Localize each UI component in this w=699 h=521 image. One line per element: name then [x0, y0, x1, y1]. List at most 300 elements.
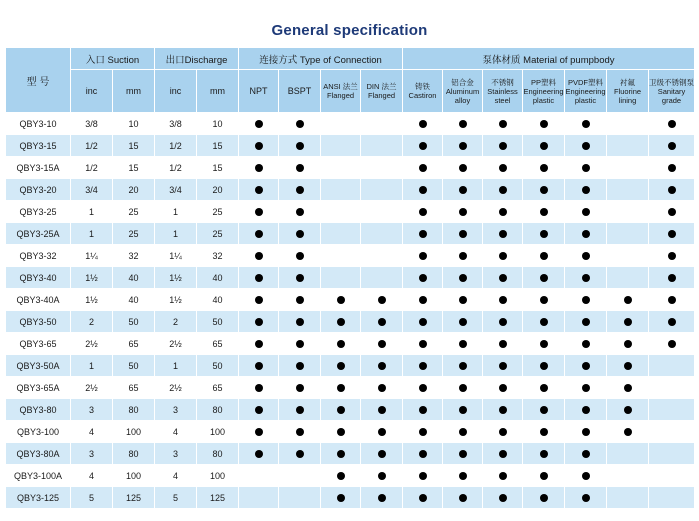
- availability-dot-icon: [255, 384, 263, 392]
- cell-discharge-inc: 5: [155, 487, 197, 509]
- cell-suction-mm: 20: [113, 179, 155, 201]
- availability-dot-icon: [296, 142, 304, 150]
- cell-discharge-inc: 3: [155, 399, 197, 421]
- availability-dot-icon: [459, 472, 467, 480]
- cell-pvdf: [565, 399, 607, 421]
- availability-dot-icon: [582, 208, 590, 216]
- availability-dot-icon: [419, 450, 427, 458]
- cell-pp: [523, 311, 565, 333]
- cell-pp: [523, 245, 565, 267]
- cell-discharge-mm: 15: [197, 157, 239, 179]
- cell-sanitary: [649, 223, 695, 245]
- table-row: [6, 267, 695, 289]
- availability-dot-icon: [624, 406, 632, 414]
- cell-model: QBY3-10: [6, 113, 71, 135]
- availability-dot-icon: [540, 406, 548, 414]
- cell-pp: [523, 201, 565, 223]
- availability-dot-icon: [337, 362, 345, 370]
- cell-model: QBY3-100A: [6, 465, 71, 487]
- cell-sanitary: [649, 377, 695, 399]
- table-row: [6, 399, 695, 421]
- availability-dot-icon: [337, 318, 345, 326]
- table-row: [6, 113, 695, 135]
- cell-stainless: [483, 399, 523, 421]
- cell-suction-inc: 2½: [71, 377, 113, 399]
- availability-dot-icon: [296, 186, 304, 194]
- cell-bspt: [279, 443, 321, 465]
- cell-suction-inc: 1/2: [71, 157, 113, 179]
- cell-model: QBY3-15A: [6, 157, 71, 179]
- availability-dot-icon: [582, 472, 590, 480]
- cell-castiron: [403, 421, 443, 443]
- cell-npt: [239, 245, 279, 267]
- cell-suction-mm: 25: [113, 201, 155, 223]
- availability-dot-icon: [668, 296, 676, 304]
- cell-suction-inc: 2½: [71, 333, 113, 355]
- cell-ansi: [321, 465, 361, 487]
- cell-din: [361, 267, 403, 289]
- cell-discharge-mm: 15: [197, 135, 239, 157]
- cell-ansi: [321, 157, 361, 179]
- cell-discharge-mm: 65: [197, 333, 239, 355]
- cell-pvdf: [565, 443, 607, 465]
- availability-dot-icon: [582, 318, 590, 326]
- cell-suction-inc: 4: [71, 465, 113, 487]
- cell-din: [361, 487, 403, 509]
- cell-din: [361, 465, 403, 487]
- col-header-suction: 入口 Suction: [71, 48, 155, 70]
- availability-dot-icon: [419, 340, 427, 348]
- col-header-bspt: BSPT: [279, 70, 321, 113]
- cell-model: QBY3-25A: [6, 223, 71, 245]
- availability-dot-icon: [459, 230, 467, 238]
- cell-bspt: [279, 135, 321, 157]
- cell-npt: [239, 311, 279, 333]
- cell-suction-inc: 3/4: [71, 179, 113, 201]
- cell-model: QBY3-20: [6, 179, 71, 201]
- cell-suction-mm: 80: [113, 399, 155, 421]
- availability-dot-icon: [540, 362, 548, 370]
- cell-discharge-inc: 3/4: [155, 179, 197, 201]
- cell-discharge-inc: 1: [155, 223, 197, 245]
- cell-ansi: [321, 135, 361, 157]
- cell-pp: [523, 421, 565, 443]
- availability-dot-icon: [459, 406, 467, 414]
- cell-npt: [239, 201, 279, 223]
- cell-aluminum: [443, 113, 483, 135]
- availability-dot-icon: [499, 274, 507, 282]
- cell-discharge-inc: 3: [155, 443, 197, 465]
- cell-din: [361, 377, 403, 399]
- col-header-discharge-mm: mm: [197, 70, 239, 113]
- cell-castiron: [403, 443, 443, 465]
- availability-dot-icon: [459, 318, 467, 326]
- cell-ansi: [321, 179, 361, 201]
- cell-castiron: [403, 157, 443, 179]
- availability-dot-icon: [296, 296, 304, 304]
- cell-suction-inc: 3: [71, 443, 113, 465]
- cell-npt: [239, 355, 279, 377]
- availability-dot-icon: [624, 340, 632, 348]
- cell-sanitary: [649, 245, 695, 267]
- page-title: General specification: [271, 22, 428, 39]
- availability-dot-icon: [296, 274, 304, 282]
- cell-sanitary: [649, 311, 695, 333]
- availability-dot-icon: [459, 340, 467, 348]
- cell-discharge-mm: 50: [197, 311, 239, 333]
- availability-dot-icon: [255, 340, 263, 348]
- cell-pvdf: [565, 113, 607, 135]
- col-header-suction-mm: mm: [113, 70, 155, 113]
- cell-aluminum: [443, 289, 483, 311]
- cell-discharge-inc: 2½: [155, 377, 197, 399]
- cell-sanitary: [649, 465, 695, 487]
- availability-dot-icon: [499, 384, 507, 392]
- cell-castiron: [403, 201, 443, 223]
- availability-dot-icon: [255, 450, 263, 458]
- table-row: [6, 201, 695, 223]
- cell-pp: [523, 377, 565, 399]
- cell-castiron: [403, 377, 443, 399]
- cell-din: [361, 311, 403, 333]
- availability-dot-icon: [419, 384, 427, 392]
- cell-suction-inc: 1: [71, 355, 113, 377]
- availability-dot-icon: [540, 208, 548, 216]
- cell-din: [361, 135, 403, 157]
- cell-aluminum: [443, 201, 483, 223]
- cell-discharge-mm: 20: [197, 179, 239, 201]
- cell-suction-inc: 1: [71, 201, 113, 223]
- cell-din: [361, 223, 403, 245]
- cell-castiron: [403, 487, 443, 509]
- cell-castiron: [403, 465, 443, 487]
- cell-model: QBY3-65A: [6, 377, 71, 399]
- cell-suction-inc: 4: [71, 421, 113, 443]
- cell-sanitary: [649, 201, 695, 223]
- cell-sanitary: [649, 333, 695, 355]
- cell-model: QBY3-40A: [6, 289, 71, 311]
- cell-fluorine: [607, 113, 649, 135]
- availability-dot-icon: [255, 406, 263, 414]
- availability-dot-icon: [540, 318, 548, 326]
- cell-stainless: [483, 377, 523, 399]
- availability-dot-icon: [582, 428, 590, 436]
- cell-discharge-mm: 10: [197, 113, 239, 135]
- cell-pvdf: [565, 135, 607, 157]
- cell-suction-mm: 80: [113, 443, 155, 465]
- cell-pp: [523, 333, 565, 355]
- availability-dot-icon: [419, 230, 427, 238]
- cell-model: QBY3-50A: [6, 355, 71, 377]
- availability-dot-icon: [419, 472, 427, 480]
- cell-suction-inc: 2: [71, 311, 113, 333]
- cell-bspt: [279, 377, 321, 399]
- availability-dot-icon: [668, 186, 676, 194]
- cell-castiron: [403, 245, 443, 267]
- col-header-stainless: 不锈钢 Stainless steel: [483, 70, 523, 113]
- cell-discharge-mm: 100: [197, 465, 239, 487]
- cell-aluminum: [443, 267, 483, 289]
- availability-dot-icon: [459, 450, 467, 458]
- availability-dot-icon: [624, 362, 632, 370]
- availability-dot-icon: [337, 406, 345, 414]
- cell-model: QBY3-50: [6, 311, 71, 333]
- cell-bspt: [279, 289, 321, 311]
- availability-dot-icon: [296, 230, 304, 238]
- cell-fluorine: [607, 333, 649, 355]
- cell-ansi: [321, 333, 361, 355]
- availability-dot-icon: [419, 406, 427, 414]
- cell-discharge-mm: 40: [197, 267, 239, 289]
- cell-model: QBY3-80: [6, 399, 71, 421]
- table-row: [6, 465, 695, 487]
- cell-aluminum: [443, 465, 483, 487]
- availability-dot-icon: [419, 142, 427, 150]
- col-header-discharge: 出口Discharge: [155, 48, 239, 70]
- cell-fluorine: [607, 421, 649, 443]
- cell-stainless: [483, 443, 523, 465]
- availability-dot-icon: [459, 362, 467, 370]
- cell-npt: [239, 399, 279, 421]
- cell-suction-mm: 50: [113, 311, 155, 333]
- availability-dot-icon: [582, 142, 590, 150]
- availability-dot-icon: [337, 494, 345, 502]
- cell-sanitary: [649, 289, 695, 311]
- cell-npt: [239, 289, 279, 311]
- cell-bspt: [279, 421, 321, 443]
- table-row: [6, 157, 695, 179]
- cell-aluminum: [443, 333, 483, 355]
- availability-dot-icon: [296, 384, 304, 392]
- cell-model: QBY3-125: [6, 487, 71, 509]
- cell-ansi: [321, 113, 361, 135]
- availability-dot-icon: [296, 450, 304, 458]
- cell-castiron: [403, 399, 443, 421]
- availability-dot-icon: [419, 296, 427, 304]
- cell-npt: [239, 135, 279, 157]
- cell-discharge-inc: 2: [155, 311, 197, 333]
- availability-dot-icon: [540, 186, 548, 194]
- cell-bspt: [279, 113, 321, 135]
- availability-dot-icon: [499, 450, 507, 458]
- cell-fluorine: [607, 443, 649, 465]
- cell-npt: [239, 267, 279, 289]
- cell-discharge-inc: 4: [155, 465, 197, 487]
- cell-ansi: [321, 421, 361, 443]
- availability-dot-icon: [255, 230, 263, 238]
- cell-sanitary: [649, 487, 695, 509]
- cell-model: QBY3-40: [6, 267, 71, 289]
- col-header-material: 泵体材质 Material of pumpbody: [403, 48, 695, 70]
- availability-dot-icon: [255, 208, 263, 216]
- cell-din: [361, 179, 403, 201]
- availability-dot-icon: [255, 296, 263, 304]
- col-header-sanitary: 卫级不锈钢泵 Sanitary grade: [649, 70, 695, 113]
- availability-dot-icon: [540, 142, 548, 150]
- cell-pvdf: [565, 311, 607, 333]
- availability-dot-icon: [540, 340, 548, 348]
- cell-npt: [239, 333, 279, 355]
- availability-dot-icon: [582, 494, 590, 502]
- cell-fluorine: [607, 135, 649, 157]
- cell-aluminum: [443, 487, 483, 509]
- cell-stainless: [483, 179, 523, 201]
- cell-suction-inc: 1: [71, 223, 113, 245]
- availability-dot-icon: [296, 340, 304, 348]
- availability-dot-icon: [419, 120, 427, 128]
- cell-fluorine: [607, 267, 649, 289]
- cell-aluminum: [443, 377, 483, 399]
- availability-dot-icon: [378, 362, 386, 370]
- cell-aluminum: [443, 421, 483, 443]
- availability-dot-icon: [419, 494, 427, 502]
- cell-npt: [239, 157, 279, 179]
- availability-dot-icon: [378, 318, 386, 326]
- cell-pvdf: [565, 333, 607, 355]
- cell-bspt: [279, 487, 321, 509]
- cell-discharge-mm: 50: [197, 355, 239, 377]
- availability-dot-icon: [582, 164, 590, 172]
- cell-discharge-inc: 1½: [155, 289, 197, 311]
- cell-npt: [239, 113, 279, 135]
- cell-suction-mm: 65: [113, 377, 155, 399]
- cell-castiron: [403, 289, 443, 311]
- col-header-pp: PP塑料 Engineering plastic: [523, 70, 565, 113]
- cell-ansi: [321, 267, 361, 289]
- col-header-din: DIN 法兰 Flanged: [361, 70, 403, 113]
- cell-npt: [239, 443, 279, 465]
- cell-suction-inc: 1½: [71, 289, 113, 311]
- col-header-ansi: ANSI 法兰 Flanged: [321, 70, 361, 113]
- cell-fluorine: [607, 289, 649, 311]
- availability-dot-icon: [582, 186, 590, 194]
- availability-dot-icon: [459, 164, 467, 172]
- availability-dot-icon: [459, 252, 467, 260]
- cell-pp: [523, 267, 565, 289]
- availability-dot-icon: [337, 296, 345, 304]
- cell-ansi: [321, 311, 361, 333]
- cell-pp: [523, 289, 565, 311]
- cell-suction-mm: 65: [113, 333, 155, 355]
- availability-dot-icon: [255, 274, 263, 282]
- cell-pp: [523, 135, 565, 157]
- cell-castiron: [403, 311, 443, 333]
- cell-pp: [523, 465, 565, 487]
- cell-npt: [239, 223, 279, 245]
- cell-pvdf: [565, 355, 607, 377]
- availability-dot-icon: [296, 318, 304, 326]
- availability-dot-icon: [419, 208, 427, 216]
- availability-dot-icon: [499, 252, 507, 260]
- availability-dot-icon: [459, 428, 467, 436]
- cell-din: [361, 399, 403, 421]
- cell-stainless: [483, 333, 523, 355]
- cell-npt: [239, 487, 279, 509]
- col-header-model: 型 号: [6, 48, 71, 113]
- availability-dot-icon: [624, 428, 632, 436]
- cell-discharge-inc: 1: [155, 355, 197, 377]
- availability-dot-icon: [499, 428, 507, 436]
- table-row: [6, 135, 695, 157]
- availability-dot-icon: [499, 186, 507, 194]
- cell-discharge-mm: 80: [197, 399, 239, 421]
- cell-din: [361, 289, 403, 311]
- cell-aluminum: [443, 223, 483, 245]
- cell-npt: [239, 465, 279, 487]
- availability-dot-icon: [582, 450, 590, 458]
- availability-dot-icon: [540, 164, 548, 172]
- cell-stainless: [483, 289, 523, 311]
- cell-pp: [523, 179, 565, 201]
- availability-dot-icon: [668, 164, 676, 172]
- col-header-castiron: 铸铁 Castiron: [403, 70, 443, 113]
- cell-pvdf: [565, 223, 607, 245]
- cell-pvdf: [565, 245, 607, 267]
- availability-dot-icon: [255, 318, 263, 326]
- availability-dot-icon: [419, 252, 427, 260]
- table-row: [6, 311, 695, 333]
- cell-suction-inc: 1/2: [71, 135, 113, 157]
- cell-castiron: [403, 113, 443, 135]
- availability-dot-icon: [499, 472, 507, 480]
- availability-dot-icon: [540, 450, 548, 458]
- cell-sanitary: [649, 355, 695, 377]
- cell-bspt: [279, 267, 321, 289]
- availability-dot-icon: [419, 274, 427, 282]
- cell-pvdf: [565, 157, 607, 179]
- cell-suction-mm: 100: [113, 421, 155, 443]
- availability-dot-icon: [499, 318, 507, 326]
- col-header-connection: 连接方式 Type of Connection: [239, 48, 403, 70]
- availability-dot-icon: [582, 120, 590, 128]
- availability-dot-icon: [459, 274, 467, 282]
- cell-bspt: [279, 355, 321, 377]
- availability-dot-icon: [668, 252, 676, 260]
- cell-bspt: [279, 157, 321, 179]
- cell-stainless: [483, 201, 523, 223]
- cell-stainless: [483, 355, 523, 377]
- cell-ansi: [321, 355, 361, 377]
- cell-discharge-mm: 32: [197, 245, 239, 267]
- cell-din: [361, 157, 403, 179]
- cell-stainless: [483, 223, 523, 245]
- cell-fluorine: [607, 157, 649, 179]
- availability-dot-icon: [459, 120, 467, 128]
- availability-dot-icon: [499, 142, 507, 150]
- cell-aluminum: [443, 179, 483, 201]
- cell-din: [361, 201, 403, 223]
- col-header-pvdf: PVDF塑料 Engineering plastic: [565, 70, 607, 113]
- cell-pp: [523, 157, 565, 179]
- availability-dot-icon: [540, 230, 548, 238]
- cell-bspt: [279, 465, 321, 487]
- availability-dot-icon: [255, 428, 263, 436]
- cell-pvdf: [565, 289, 607, 311]
- col-header-suction-inc: inc: [71, 70, 113, 113]
- availability-dot-icon: [459, 296, 467, 304]
- cell-fluorine: [607, 377, 649, 399]
- col-header-discharge-inc: inc: [155, 70, 197, 113]
- cell-fluorine: [607, 223, 649, 245]
- availability-dot-icon: [255, 186, 263, 194]
- availability-dot-icon: [540, 252, 548, 260]
- availability-dot-icon: [255, 164, 263, 172]
- availability-dot-icon: [582, 362, 590, 370]
- cell-discharge-mm: 25: [197, 223, 239, 245]
- cell-discharge-inc: 1/2: [155, 135, 197, 157]
- availability-dot-icon: [378, 296, 386, 304]
- availability-dot-icon: [668, 340, 676, 348]
